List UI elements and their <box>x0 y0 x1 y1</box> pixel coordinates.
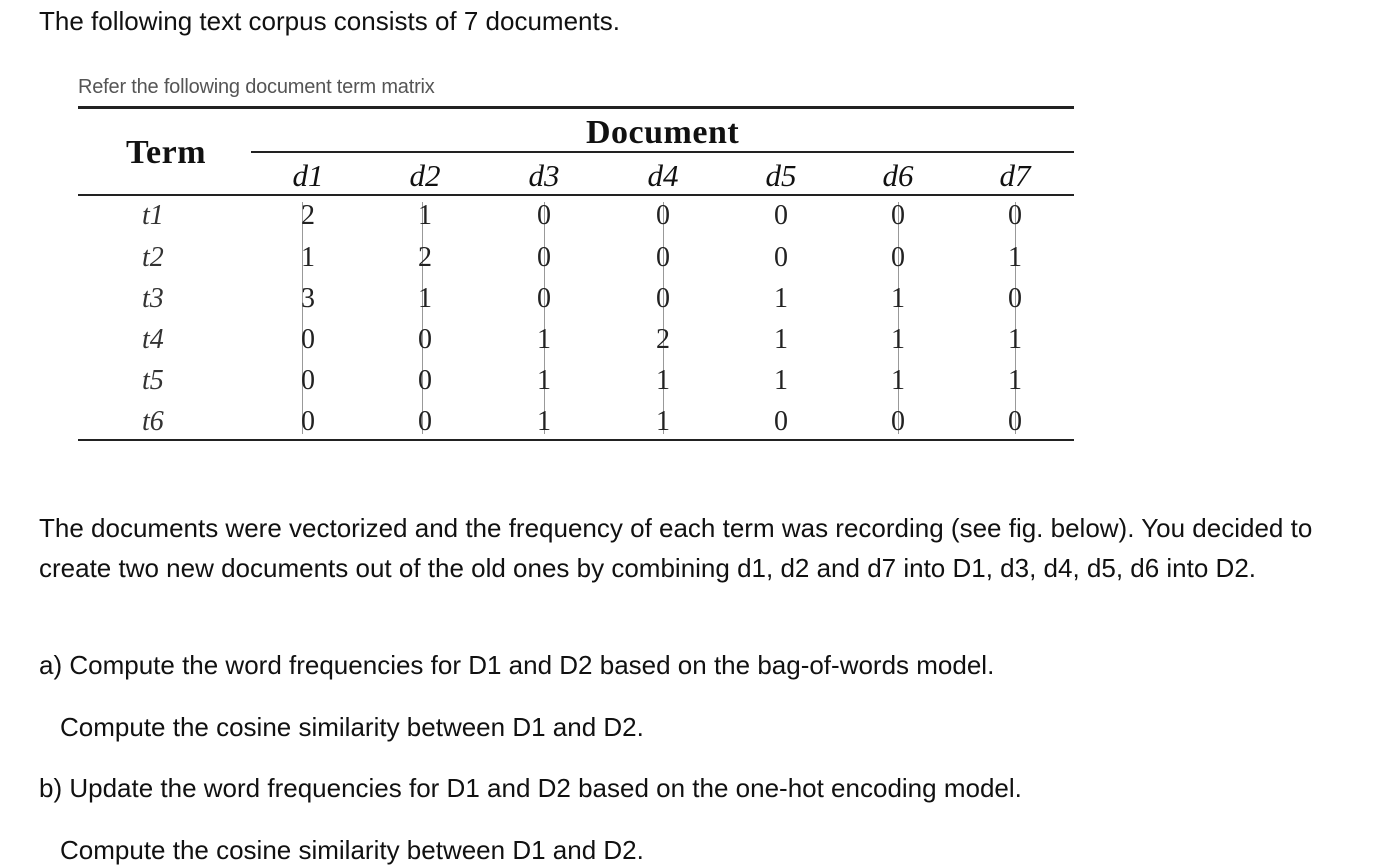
table-top-rule <box>78 106 1074 109</box>
term-frequency-cell: 0 <box>301 324 315 355</box>
term-frequency-cell: 2 <box>656 324 670 355</box>
term-label: t2 <box>142 242 164 273</box>
term-frequency-cell: 0 <box>1008 200 1022 231</box>
term-frequency-cell: 1 <box>418 200 432 231</box>
header-bottom-rule <box>78 194 1074 196</box>
term-frequency-cell: 1 <box>891 283 905 314</box>
term-frequency-cell: 0 <box>656 242 670 273</box>
term-frequency-cell: 0 <box>891 242 905 273</box>
doc-column-header: d3 <box>528 158 560 193</box>
term-frequency-cell: 0 <box>774 200 788 231</box>
column-divider <box>544 202 545 434</box>
term-label: t4 <box>142 324 164 355</box>
term-frequency-cell: 1 <box>891 324 905 355</box>
document-group-header: Document <box>586 114 740 151</box>
doc-column-header: d1 <box>292 158 324 193</box>
term-frequency-cell: 0 <box>891 200 905 231</box>
intro-text: The following text corpus consists of 7 documents. <box>39 6 620 36</box>
term-frequency-cell: 1 <box>656 406 670 437</box>
term-frequency-cell: 1 <box>891 365 905 396</box>
question-a: a) Compute the word frequencies for D1 and D2 based on the bag-of-words model. <box>39 650 995 680</box>
column-divider <box>1015 202 1016 434</box>
term-frequency-cell: 0 <box>774 242 788 273</box>
term-frequency-cell: 0 <box>656 200 670 231</box>
problem-description: The documents were vectorized and the frequency of each term was recording (see fig. below). You decided to create two new documents out of the old ones by combining d1, d2 and d7 into D1, d3, d4, d5, d6 into D2. <box>39 513 1313 583</box>
term-frequency-cell: 1 <box>418 283 432 314</box>
doc-column-header: d4 <box>647 158 679 193</box>
term-label: t5 <box>142 365 164 396</box>
matrix-caption: Refer the following document term matrix <box>78 76 435 98</box>
column-divider <box>898 202 899 434</box>
term-frequency-cell: 0 <box>418 365 432 396</box>
term-frequency-cell: 0 <box>891 406 905 437</box>
term-frequency-cell: 0 <box>418 324 432 355</box>
term-frequency-cell: 1 <box>656 365 670 396</box>
term-frequency-cell: 1 <box>1008 324 1022 355</box>
term-frequency-cell: 2 <box>301 200 315 231</box>
table-bottom-rule <box>78 439 1074 441</box>
term-column-header: Term <box>126 134 207 171</box>
term-frequency-cell: 1 <box>1008 242 1022 273</box>
term-frequency-cell: 1 <box>537 324 551 355</box>
doc-column-header: d6 <box>882 158 914 193</box>
question-a-cosine: Compute the cosine similarity between D1 and D2. <box>60 712 644 742</box>
term-frequency-cell: 1 <box>537 365 551 396</box>
column-divider <box>422 202 423 434</box>
term-frequency-cell: 0 <box>1008 406 1022 437</box>
doc-column-header: d2 <box>409 158 441 193</box>
column-divider <box>663 202 664 434</box>
column-divider <box>302 202 303 434</box>
term-frequency-cell: 0 <box>537 200 551 231</box>
term-frequency-cell: 1 <box>1008 365 1022 396</box>
term-frequency-cell: 1 <box>774 365 788 396</box>
term-frequency-cell: 0 <box>656 283 670 314</box>
doc-column-header: d7 <box>999 158 1031 193</box>
term-frequency-cell: 0 <box>301 365 315 396</box>
document-term-matrix <box>78 106 1074 442</box>
term-frequency-cell: 1 <box>774 283 788 314</box>
term-label: t6 <box>142 406 164 437</box>
question-b: b) Update the word frequencies for D1 and D2 based on the one-hot encoding model. <box>39 773 1022 803</box>
term-frequency-cell: 0 <box>537 283 551 314</box>
term-frequency-cell: 3 <box>301 283 315 314</box>
question-b-cosine: Compute the cosine similarity between D1 and D2. <box>60 835 644 865</box>
term-frequency-cell: 0 <box>301 406 315 437</box>
term-frequency-cell: 0 <box>418 406 432 437</box>
term-label: t3 <box>142 283 164 314</box>
term-frequency-cell: 1 <box>537 406 551 437</box>
term-frequency-cell: 0 <box>1008 283 1022 314</box>
term-frequency-cell: 0 <box>537 242 551 273</box>
doc-column-header: d5 <box>765 158 797 193</box>
term-frequency-cell: 1 <box>301 242 315 273</box>
term-frequency-cell: 1 <box>774 324 788 355</box>
term-frequency-cell: 2 <box>418 242 432 273</box>
term-label: t1 <box>142 200 164 231</box>
term-frequency-cell: 0 <box>774 406 788 437</box>
